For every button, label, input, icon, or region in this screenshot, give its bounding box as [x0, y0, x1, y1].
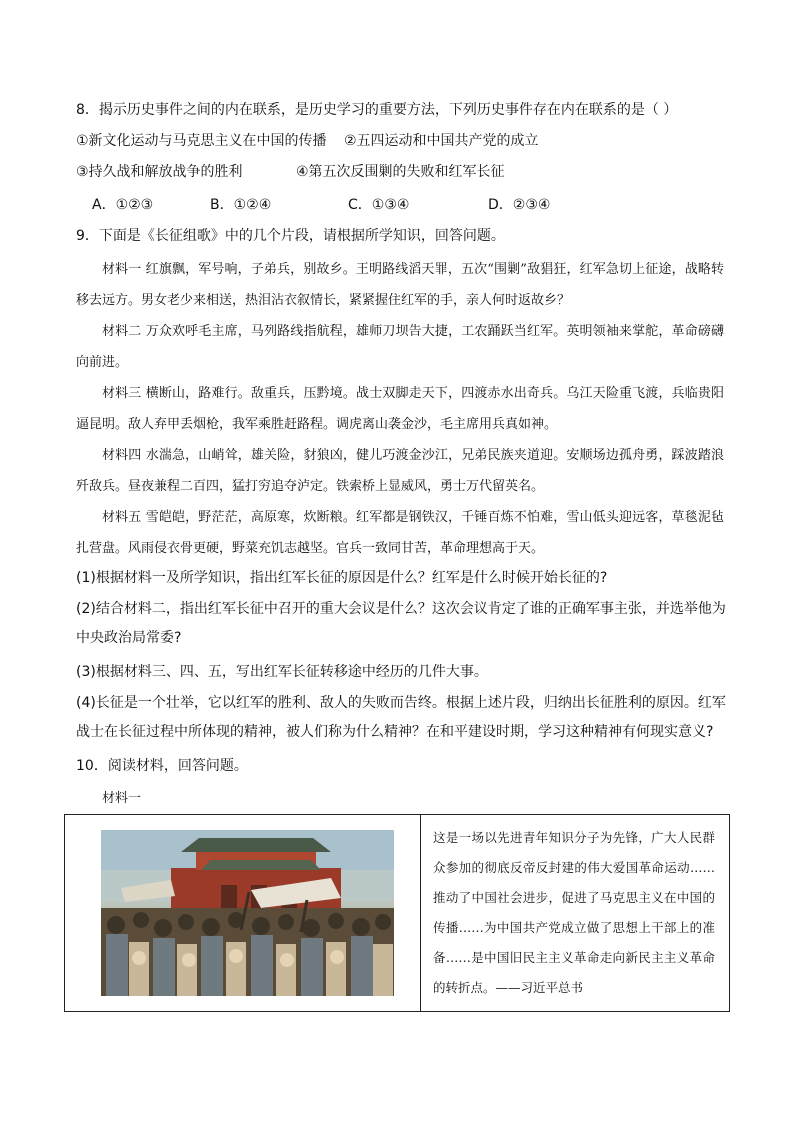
- q8-option-b[interactable]: B．①②④: [210, 197, 272, 213]
- q10-material-table: [64, 814, 730, 1012]
- q9-sub-question-2b: 中央政治局常委?: [76, 630, 182, 646]
- q8-option-a[interactable]: A．①②③: [92, 197, 154, 213]
- q8-items-row1: [76, 131, 724, 151]
- quote-cell: [421, 815, 730, 1012]
- q9-material-3: 材料三 横断山，路难行。敌重兵，压黔境。战士双脚走天下，四渡赤水出奇兵。乌江天险重飞渡，兵临贵阳逼昆明。敌人弃甲丢烟枪，我军乘胜赶路程。调虎离山袭金沙，毛主席用兵真如神。: [76, 386, 724, 432]
- q8-item-4: ④第五次反围剿的失败和红军长征: [296, 164, 505, 180]
- may-fourth-painting: [101, 830, 394, 996]
- q9-material-2: 材料二 万众欢呼毛主席，马列路线指航程，雄师刀坝告大捷，工农踊跃当红军。英明领袖来掌舵，革命磅礴向前进。: [76, 324, 724, 370]
- q9-stem: 9．下面是《长征组歌》中的几个片段，请根据所学知识，回答问题。: [76, 228, 505, 244]
- q8-item-3: ③持久战和解放战争的胜利: [76, 164, 243, 180]
- q8-item-2: ②五四运动和中国共产党的成立: [344, 133, 539, 149]
- q10-quote-text: 这是一场以先进青年知识分子为先锋，广大人民群众参加的彻底反帝反封建的伟大爱国革命运动……推动了中国社会进步，促进了马克思主义在中国的传播……为中国共产党成立做了思想上干部上的准备……是中国旧民主主义革命走向新民主主义革命的转折点。——习近平总书: [433, 830, 715, 995]
- q9-material-4: 材料四 水湍急，山峭耸，雄关险，豺狼凶，健儿巧渡金沙江，兄弟民族夹道迎。安顺场边孤舟勇，踩波踏浪歼敌兵。昼夜兼程二百四，猛打穷追夺泸定。铁索桥上显威风，勇士万代留英名。: [76, 448, 724, 494]
- q9-sub-question-1: (1)根据材料一及所学知识，指出红军长征的原因是什么？红军是什么时候开始长征的?: [76, 570, 608, 586]
- q8-items-row2: [76, 162, 724, 182]
- q8-option-c[interactable]: C．①③④: [348, 197, 410, 213]
- painting-illustration: [101, 830, 394, 996]
- q8-item-1: ①新文化运动与马克思主义在中国的传播: [76, 133, 327, 149]
- q9-sub-question-4b: 战士在长征过程中所体现的精神，被人们称为什么精神？在和平建设时期，学习这种精神有何现实意义?: [76, 724, 714, 740]
- q9-material-5: 材料五 雪皑皑，野茫茫，高原寒，炊断粮。红军都是钢铁汉，千锤百炼不怕难，雪山低头迎远客，草毯泥毡扎营盘。风雨侵衣骨更硬，野菜充饥志越坚。官兵一致同甘苦，革命理想高于天。: [76, 510, 724, 556]
- painting-cell: [65, 815, 421, 1012]
- q9-sub-question-3: (3)根据材料三、四、五，写出红军长征转移途中经历的几件大事。: [76, 664, 488, 680]
- q10-material-label: 材料一: [102, 791, 142, 806]
- q10-stem: 10．阅读材料，回答问题。: [76, 758, 248, 774]
- q9-material-1: 材料一 红旗飘，军号响，子弟兵，别故乡。王明路线滔天罪，五次“围剿”敌猖狂，红军急切上征途，战略转移去远方。男女老少来相送，热泪沾衣叙情长，紧紧握住红军的手，亲人何时返故乡？: [76, 262, 724, 308]
- q9-sub-question-4a: (4)长征是一个壮举，它以红军的胜利、敌人的失败而告终。根据上述片段，归纳出长征胜利的原因。红军: [76, 695, 726, 711]
- q8-option-d[interactable]: D．②③④: [488, 197, 551, 213]
- q9-sub-question-2a: (2)结合材料二，指出红军长征中召开的重大会议是什么？这次会议肯定了谁的正确军事主张，并选举他为: [76, 601, 726, 617]
- q8-stem: 8．揭示历史事件之间的内在联系，是历史学习的重要方法，下列历史事件存在内在联系的是（ ）: [76, 102, 678, 118]
